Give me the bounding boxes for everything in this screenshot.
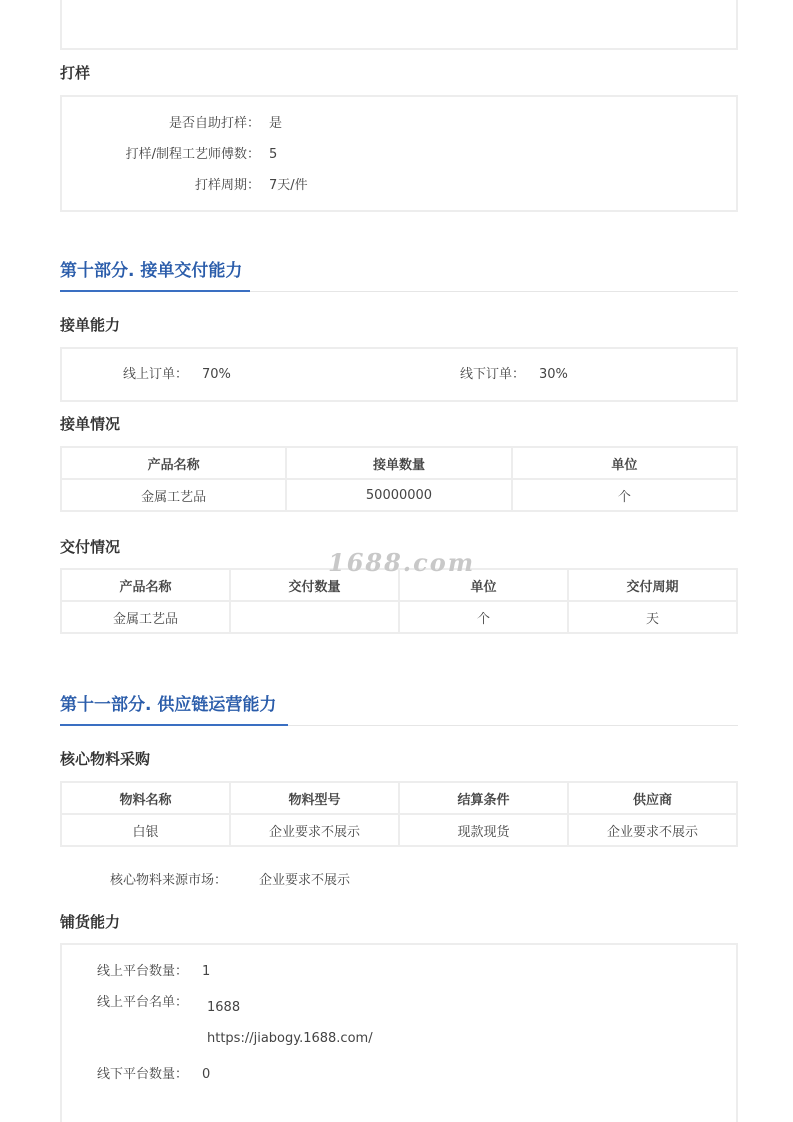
table-cell bbox=[230, 601, 399, 633]
offline-order-value: 30% bbox=[539, 367, 568, 382]
source-market-label: 核心物料来源市场： bbox=[109, 873, 227, 888]
table-header: 结算条件 bbox=[399, 782, 568, 814]
online-platform-names-label: 线上平台名单： bbox=[96, 995, 188, 1010]
table-header: 交付数量 bbox=[230, 569, 399, 601]
online-order-label: 线上订单： bbox=[122, 367, 188, 382]
table-header: 单位 bbox=[512, 447, 737, 479]
table-cell: 金属工艺品 bbox=[61, 601, 230, 633]
sampling-masters-label: 打样/制程工艺师傅数： bbox=[125, 147, 260, 162]
table-header-row bbox=[61, 447, 737, 479]
online-platform-count-value: 1 bbox=[202, 964, 211, 979]
section10-title: 第十部分. 接单交付能力 bbox=[60, 261, 243, 281]
table-header: 产品名称 bbox=[61, 569, 230, 601]
watermark-1688: 1688.com bbox=[328, 548, 476, 577]
table-header: 交付周期 bbox=[568, 569, 737, 601]
table-cell: 个 bbox=[512, 479, 737, 511]
online-platform-count-label: 线上平台数量： bbox=[96, 964, 188, 979]
table-cell: 金属工艺品 bbox=[61, 479, 286, 511]
delivery-status-table bbox=[60, 568, 738, 634]
sampling-cycle-value: 7天/件 bbox=[269, 178, 308, 193]
offline-platform-count-value: 0 bbox=[202, 1067, 211, 1082]
source-market-value: 企业要求不展示 bbox=[259, 873, 351, 888]
table-header: 物料型号 bbox=[230, 782, 399, 814]
table-cell: 企业要求不展示 bbox=[568, 814, 737, 846]
offline-order-label: 线下订单： bbox=[459, 367, 525, 382]
online-order-value: 70% bbox=[202, 367, 231, 382]
table-row bbox=[61, 601, 737, 633]
procurement-title: 核心物料采购 bbox=[60, 750, 151, 768]
table-header: 接单数量 bbox=[286, 447, 511, 479]
distribution-title: 铺货能力 bbox=[60, 913, 121, 931]
sampling-masters-value: 5 bbox=[269, 147, 278, 162]
table-cell: 个 bbox=[399, 601, 568, 633]
table-header-row bbox=[61, 782, 737, 814]
procurement-table bbox=[60, 781, 738, 847]
table-cell: 50000000 bbox=[286, 479, 511, 511]
previous-section-box bbox=[60, 0, 738, 50]
section10-underline bbox=[60, 290, 250, 292]
table-cell: 白银 bbox=[61, 814, 230, 846]
sampling-self-label: 是否自助打样： bbox=[168, 116, 260, 131]
sampling-self-value: 是 bbox=[269, 116, 283, 131]
table-cell: 天 bbox=[568, 601, 737, 633]
online-platform-name: 1688 bbox=[207, 1000, 241, 1015]
sampling-title: 打样 bbox=[60, 64, 91, 82]
order-status-table bbox=[60, 446, 738, 512]
section11-title: 第十一部分. 供应链运营能力 bbox=[60, 695, 277, 715]
table-row bbox=[61, 479, 737, 511]
table-header: 单位 bbox=[399, 569, 568, 601]
delivery-status-title: 交付情况 bbox=[60, 538, 121, 556]
section11-underline bbox=[60, 724, 288, 726]
table-cell: 企业要求不展示 bbox=[230, 814, 399, 846]
online-platform-url[interactable]: https://jiabogy.1688.com/ bbox=[207, 1031, 373, 1046]
offline-platform-count-label: 线下平台数量： bbox=[96, 1067, 188, 1082]
table-header: 供应商 bbox=[568, 782, 737, 814]
order-capacity-title: 接单能力 bbox=[60, 316, 121, 334]
sampling-cycle-label: 打样周期： bbox=[194, 178, 260, 193]
order-status-title: 接单情况 bbox=[60, 415, 121, 433]
table-cell: 现款现货 bbox=[399, 814, 568, 846]
table-header: 产品名称 bbox=[61, 447, 286, 479]
table-header: 物料名称 bbox=[61, 782, 230, 814]
table-row bbox=[61, 814, 737, 846]
